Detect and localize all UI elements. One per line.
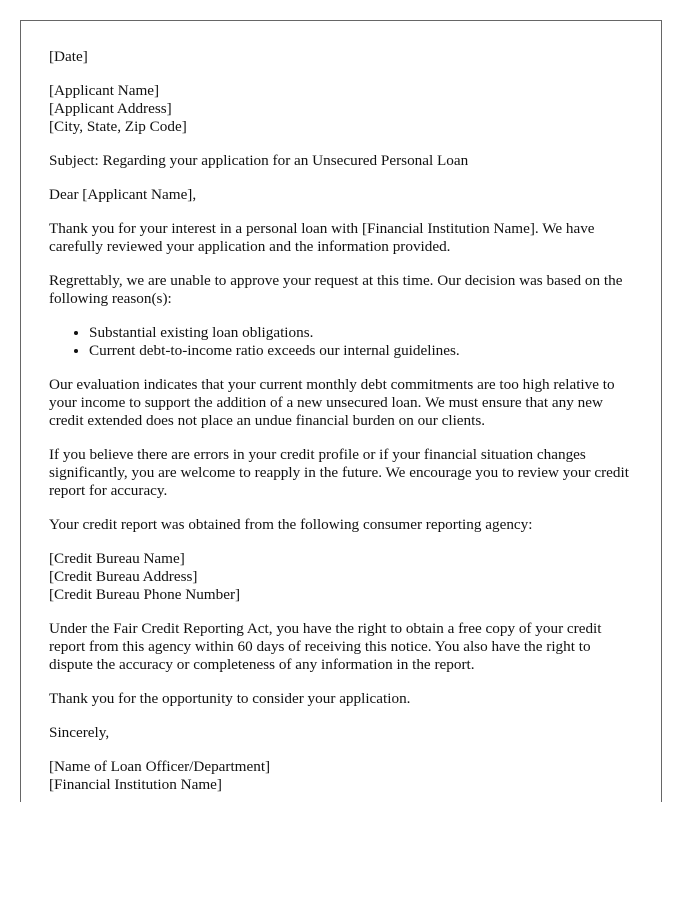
paragraph-fcra-rights: Under the Fair Credit Reporting Act, you have the right to obtain a free copy of your credit report from this agency within 60 days of receiving this notice. You also have the right to dispute the accuracy or completeness of any information in the report. [49,620,602,673]
signature-block [49,758,633,794]
credit-bureau-name: [Credit Bureau Name] [49,550,185,567]
signature-officer: [Name of Loan Officer/Department] [49,758,271,775]
letter-salutation: Dear [Applicant Name], [49,186,197,203]
reason-item: • Current debt-to-income ratio exceeds our internal guidelines. [89,342,633,360]
reason-item: • Substantial existing loan obligations. [89,324,633,342]
applicant-address-block [49,82,633,136]
paragraph-closing-thanks: Thank you for the opportunity to consider your application. [49,690,411,707]
paragraph-evaluation: Our evaluation indicates that your current monthly debt commitments are too high relative to your income to support the addition of a new unsecured loan. We must ensure that any new credit extended does not place an undue financial burden on our clients. [49,376,615,429]
paragraph-decision: Regrettably, we are unable to approve your request at this time. Our decision was based on the following reason(s): [49,272,623,307]
applicant-name: [Applicant Name] [49,82,160,99]
paragraph-reapply: If you believe there are errors in your credit profile or if your financial situation changes significantly, you are welcome to reapply in the future. We encourage you to review your credit report for accuracy. [49,446,629,499]
letter-page [20,20,662,802]
reasons-list [49,324,633,360]
paragraph-thank-you: Thank you for your interest in a personal loan with [Financial Institution Name]. We have carefully reviewed your application and the information provided. [49,220,595,255]
paragraph-agency-intro: Your credit report was obtained from the following consumer reporting agency: [49,516,533,533]
credit-bureau-phone: [Credit Bureau Phone Number] [49,586,241,603]
letter-subject: Subject: Regarding your application for an Unsecured Personal Loan [49,152,469,169]
signature-institution: [Financial Institution Name] [49,776,222,793]
applicant-city-state-zip: [City, State, Zip Code] [49,118,187,135]
letter-closing: Sincerely, [49,724,110,741]
letter-date: [Date] [49,48,88,65]
applicant-address: [Applicant Address] [49,100,172,117]
credit-bureau-block [49,550,633,604]
credit-bureau-address: [Credit Bureau Address] [49,568,198,585]
